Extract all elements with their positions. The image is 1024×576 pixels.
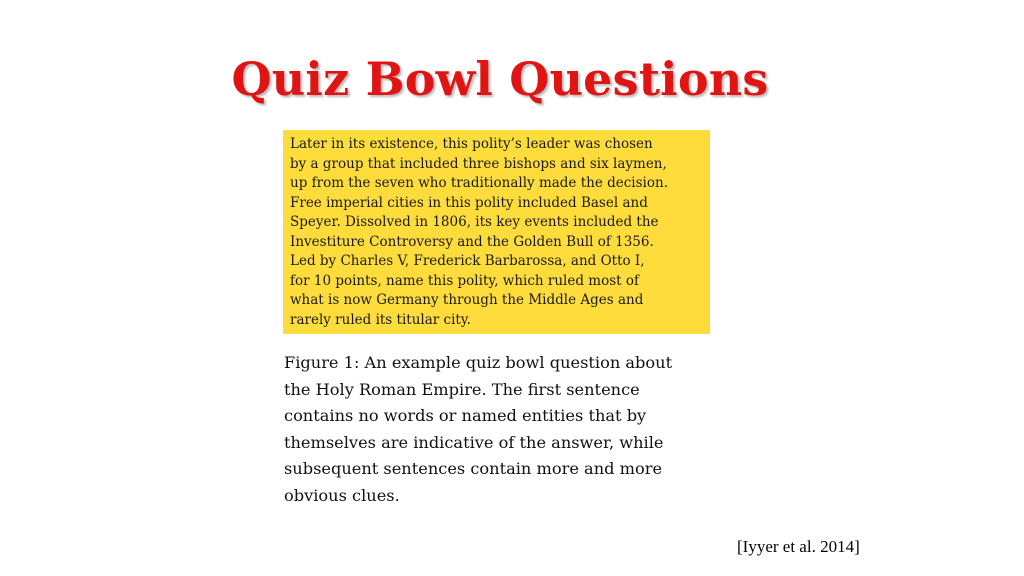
- question-line: Free imperial cities in this polity included Basel and: [290, 194, 648, 211]
- caption-line: obvious clues.: [284, 485, 400, 505]
- figure-caption: [284, 350, 724, 509]
- caption-line: the Holy Roman Empire. The first sentence: [284, 379, 640, 399]
- question-line: what is now Germany through the Middle Ages and: [290, 292, 644, 308]
- caption-line: themselves are indicative of the answer, while: [284, 432, 664, 452]
- question-line: for 10 points, name this polity, which ruled most of: [290, 272, 639, 289]
- caption-line: subsequent sentences contain more and more: [284, 459, 663, 478]
- question-line: Led by Charles V, Frederick Barbarossa, and Otto I,: [290, 253, 645, 269]
- question-line: Speyer. Dissolved in 1806, its key events included the: [290, 214, 659, 230]
- question-line: Later in its existence, this polity’s leader was chosen: [290, 136, 653, 152]
- caption-line: Figure 1: An example quiz bowl question about: [284, 353, 673, 372]
- caption-line: contains no words or named entities that by: [284, 406, 647, 425]
- question-line: Investiture Controversy and the Golden Bull of 1356.: [290, 233, 654, 250]
- question-line: up from the seven who traditionally made the decision.: [290, 175, 668, 191]
- citation: [Iyyer et al. 2014]: [737, 537, 860, 556]
- question-line: by a group that included three bishops and six laymen,: [290, 155, 667, 172]
- question-line: rarely ruled its titular city.: [290, 311, 471, 328]
- slide-title: Quiz Bowl Questions: [231, 52, 769, 106]
- question-highlight-box: [283, 130, 710, 334]
